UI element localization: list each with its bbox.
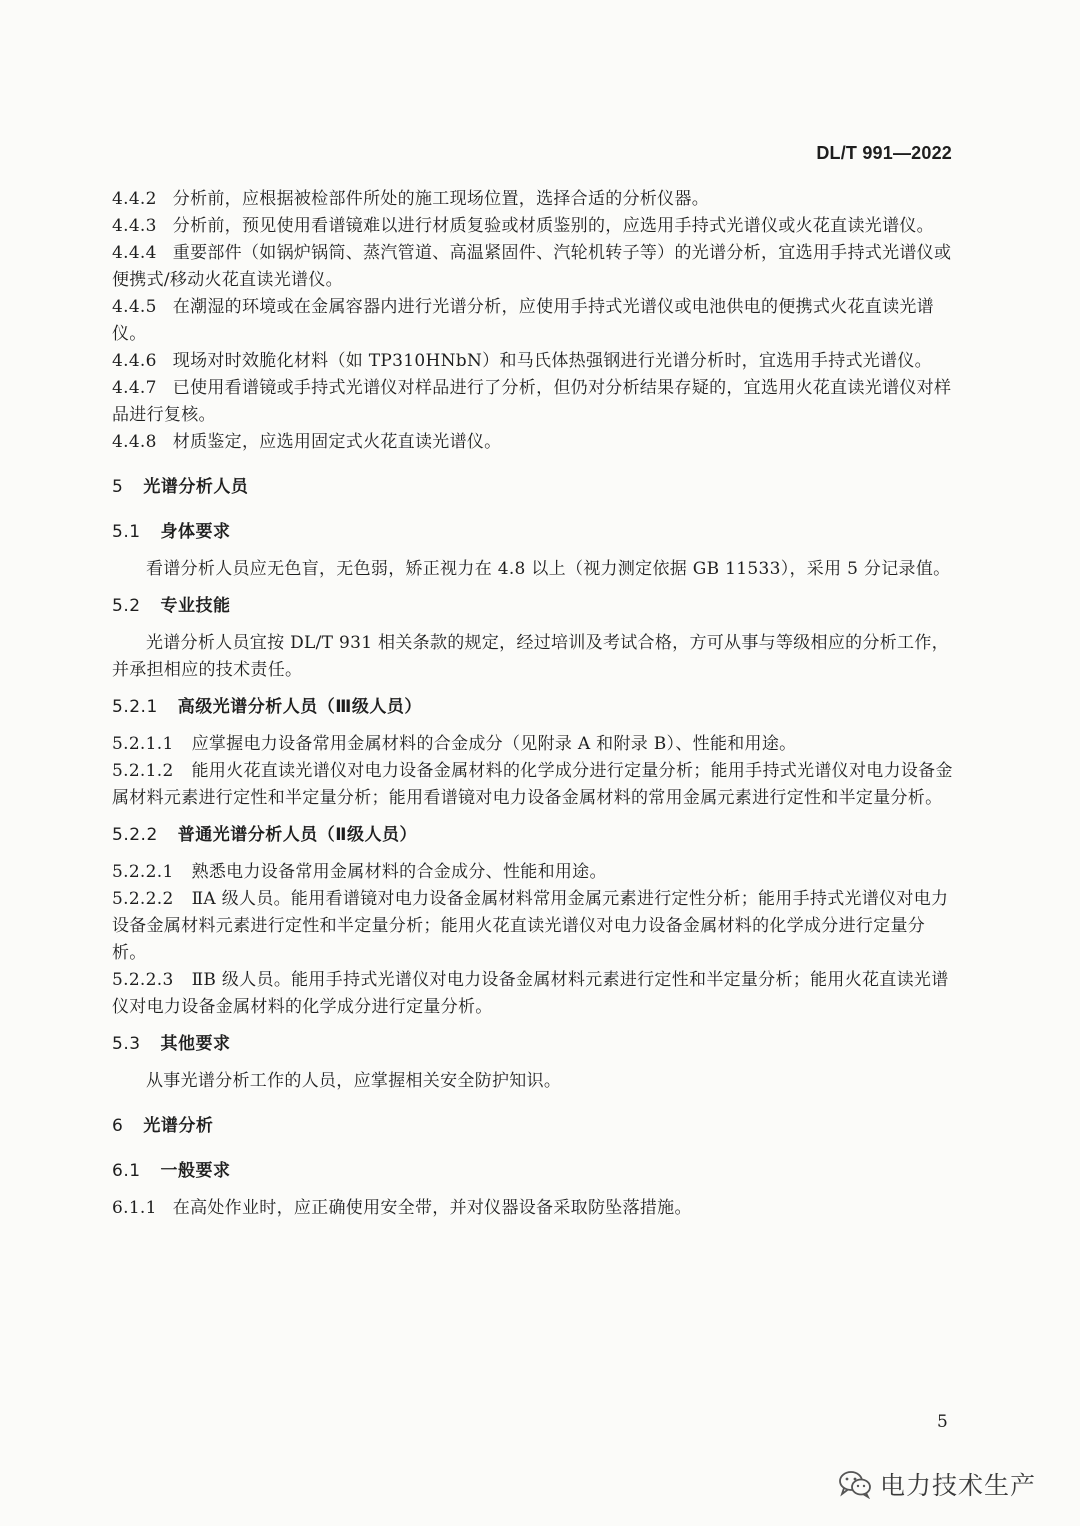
wechat-icon [838,1469,872,1499]
page-number: 5 [937,1412,948,1432]
paragraph-5-2: 光谱分析人员宜按 DL/T 931 相关条款的规定，经过培训及考试合格，方可从事与等级相应的分析工作，并承担相应的技术责任。 [112,633,949,680]
clause-4-4-7: 4.4.7 已使用看谱镜或手持式光谱仪对样品进行了分析，但仍对分析结果存疑的，宜选用火花直读光谱仪对样品进行复核。 [112,378,952,425]
paragraph-5-1: 看谱分析人员应无色盲，无色弱，矫正视力在 4.8 以上（视力测定依据 GB 11533），采用 5 分记录值。 [146,559,951,579]
section-5-heading: 5 光谱分析人员 [112,477,249,497]
section-5-3-heading: 5.3 其他要求 [112,1034,231,1054]
section-5-2-heading: 5.2 专业技能 [112,596,231,616]
clause-5-2-2-2: 5.2.2.2 ⅡA 级人员。能用看谱镜对电力设备金属材料常用金属元素进行定性分析；能用手持式光谱仪对电力设备金属材料元素进行定性和半定量分析；能用火花直读光谱仪对电力设备金属材料的化学成分进行定量分析。 [112,889,949,963]
clause-6-1-1: 6.1.1 在高处作业时，应正确使用安全带，并对仪器设备采取防坠落措施。 [112,1198,692,1218]
watermark [838,1466,1036,1502]
clause-4-4-2: 4.4.2 分析前，应根据被检部件所处的施工现场位置，选择合适的分析仪器。 [112,189,710,209]
section-5-2-1-heading: 5.2.1 高级光谱分析人员（Ⅲ级人员） [112,697,422,717]
standard-code: DL/T 991—2022 [816,143,952,163]
document-body [112,186,957,1222]
paragraph-5-3: 从事光谱分析工作的人员，应掌握相关安全防护知识。 [146,1071,562,1091]
section-6-1-heading: 6.1 一般要求 [112,1161,231,1181]
clause-4-4-4: 4.4.4 重要部件（如锅炉锅筒、蒸汽管道、高温紧固件、汽轮机转子等）的光谱分析，宜选用手持式光谱仪或便携式/移动火花直读光谱仪。 [112,243,952,290]
clause-5-2-2-3: 5.2.2.3 ⅡB 级人员。能用手持式光谱仪对电力设备金属材料元素进行定性和半定量分析；能用火花直读光谱仪对电力设备金属材料的化学成分进行定量分析。 [112,970,949,1017]
section-5-2-2-heading: 5.2.2 普通光谱分析人员（Ⅱ级人员） [112,825,417,845]
clause-4-4-6: 4.4.6 现场对时效脆化材料（如 TP310HNbN）和马氏体热强钢进行光谱分析时，宜选用手持式光谱仪。 [112,351,932,371]
clause-4-4-8: 4.4.8 材质鉴定，应选用固定式火花直读光谱仪。 [112,432,502,452]
clause-5-2-2-1: 5.2.2.1 熟悉电力设备常用金属材料的合金成分、性能和用途。 [112,862,607,882]
clause-5-2-1-2: 5.2.1.2 能用火花直读光谱仪对电力设备金属材料的化学成分进行定量分析；能用手持式光谱仪对电力设备金属材料元素进行定性和半定量分析；能用看谱镜对电力设备金属材料的常用金属元素进行定性和半定量分析。 [112,761,953,808]
section-5-1-heading: 5.1 身体要求 [112,522,231,542]
watermark-text: 电力技术生产 [880,1471,1037,1500]
clause-4-4-3: 4.4.3 分析前，预见使用看谱镜难以进行材质复验或材质鉴别的，应选用手持式光谱仪或火花直读光谱仪。 [112,216,934,236]
clause-4-4-5: 4.4.5 在潮湿的环境或在金属容器内进行光谱分析，应使用手持式光谱仪或电池供电的便携式火花直读光谱仪。 [112,297,934,344]
section-6-heading: 6 光谱分析 [112,1116,214,1136]
clause-5-2-1-1: 5.2.1.1 应掌握电力设备常用金属材料的合金成分（见附录 A 和附录 B）、性能和用途。 [112,734,797,754]
